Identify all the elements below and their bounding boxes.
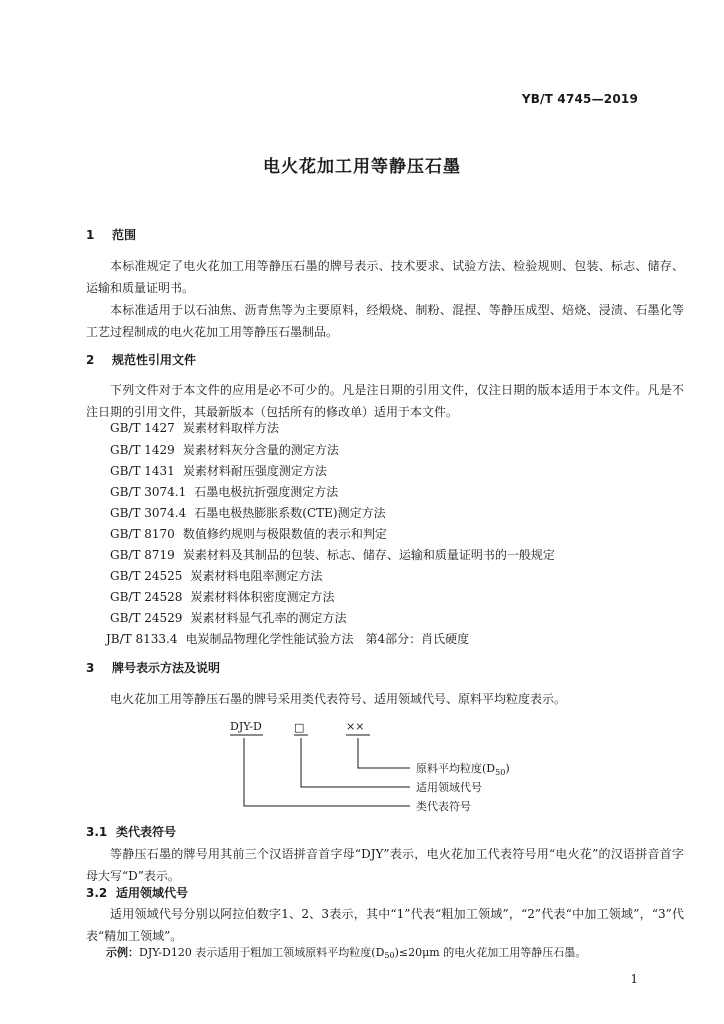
- section-3-number: 3: [86, 661, 95, 675]
- diagram-leader-grain: [358, 738, 410, 768]
- reference-title: 炭素材料灰分含量的测定方法: [182, 443, 339, 457]
- section-3-2-number: 3.2: [86, 886, 108, 900]
- reference-item: [110, 608, 346, 628]
- example-text-before: DJY-D120 表示适用于粗加工领域原料平均粒度(D: [139, 946, 385, 959]
- reference-item: [110, 503, 386, 523]
- example-text-after: )≤20μm 的电火花加工用等静压石墨。: [394, 946, 587, 959]
- section-3-2-text: 适用领域代号分别以阿拉伯数字1、2、3表示，其中“1”代表“粗加工领域”，“2”代表“中加工领域”，“3”代表“精加工领域”。: [86, 907, 684, 943]
- reference-title: 炭素材料电阻率测定方法: [190, 569, 323, 583]
- document-title: 电火花加工用等静压石墨: [263, 157, 461, 177]
- section-3-intro: 电火花加工用等静压石墨的牌号采用类代表符号、适用领域代号、原料平均粒度表示。: [110, 692, 567, 706]
- section-2-number: 2: [86, 353, 95, 367]
- reference-title: 石墨电极抗折强度测定方法: [194, 485, 339, 499]
- section-3-2-heading: [86, 884, 188, 901]
- section-1-number: 1: [86, 228, 95, 242]
- reference-item: [110, 587, 334, 607]
- reference-item: [110, 524, 387, 544]
- diagram-leader-field: [301, 738, 410, 787]
- section-3-2-title: 适用领域代号: [116, 886, 189, 900]
- reference-title: 炭素材料体积密度测定方法: [190, 590, 335, 604]
- section-3-title: 牌号表示方法及说明: [112, 661, 221, 675]
- section-2-intro: 下列文件对于本文件的应用是必不可少的。凡是注日期的引用文件，仅注日期的版本适用于本文件。凡是不注日期的引用文件，其最新版本（包括所有的修改单）适用于本文件。: [86, 383, 684, 419]
- section-1-paragraph-2: 本标准适用于以石油焦、沥青焦等为主要原料，经煅烧、制粉、混捏、等静压成型、焙烧、浸渍、石墨化等工艺过程制成的电火花加工用等静压石墨制品。: [86, 303, 684, 339]
- reference-title: 数值修约规则与极限数值的表示和判定: [182, 527, 387, 541]
- section-2-heading: [86, 351, 196, 368]
- section-1-title: 范围: [112, 228, 137, 242]
- section-3-1-heading: [86, 823, 176, 840]
- reference-title: 炭素材料及其制品的包装、标志、储存、运输和质量证明书的一般规定: [182, 548, 555, 562]
- reference-code: GB/T 1429: [110, 443, 175, 457]
- reference-code: GB/T 8170: [110, 527, 175, 541]
- reference-code: GB/T 1431: [110, 464, 175, 478]
- reference-code: JB/T 8133.4: [106, 632, 178, 646]
- section-1-paragraph-1: 本标准规定了电火花加工用等静压石墨的牌号表示、技术要求、试验方法、检验规则、包装、标志、储存、运输和质量证明书。: [86, 259, 684, 295]
- section-3-1-number: 3.1: [86, 825, 108, 839]
- section-1-heading: [86, 226, 136, 243]
- example-lead: 示例：: [106, 946, 139, 959]
- reference-item: [110, 461, 327, 481]
- reference-title: 炭素材料显气孔率的测定方法: [190, 611, 347, 625]
- reference-code: GB/T 24529: [110, 611, 183, 625]
- reference-title: 电炭制品物理化学性能试验方法 第4部分：肖氏硬度: [185, 632, 470, 646]
- reference-title: 炭素材料取样方法: [182, 421, 279, 435]
- section-3-1-title: 类代表符号: [116, 825, 177, 839]
- reference-item: [110, 545, 555, 565]
- example-subscript: 50: [384, 951, 395, 960]
- diagram-code-field: □: [294, 721, 305, 734]
- diagram-label-field: 适用领域代号: [416, 781, 482, 794]
- reference-item: [110, 440, 339, 460]
- diagram-leader-class: [244, 738, 410, 806]
- page-number: 1: [630, 972, 638, 986]
- diagram-code-grain: ××: [346, 720, 365, 733]
- section-3-heading: [86, 659, 220, 676]
- standard-code: YB/T 4745—2019: [521, 92, 638, 106]
- reference-title: 炭素材料耐压强度测定方法: [182, 464, 327, 478]
- reference-code: GB/T 3074.1: [110, 485, 187, 499]
- diagram-label-class: 类代表符号: [416, 800, 471, 813]
- example-note: [106, 944, 586, 960]
- section-3-1-text: 等静压石墨的牌号用其前三个汉语拼音首字母“DJY”表示，电火花加工代表符号用“电火花”的汉语拼音首字母大写“D”表示。: [86, 847, 684, 883]
- designation-diagram: [230, 718, 530, 818]
- section-2-title: 规范性引用文件: [112, 353, 197, 367]
- diagram-label-grain: 原料平均粒度$(D_{50})$: [416, 762, 510, 777]
- reference-code: GB/T 1427: [110, 421, 175, 435]
- reference-code: GB/T 24528: [110, 590, 183, 604]
- diagram-code-class: DJY-D: [230, 720, 262, 733]
- reference-code: GB/T 8719: [110, 548, 175, 562]
- reference-item: [110, 482, 338, 502]
- reference-code: GB/T 3074.4: [110, 506, 187, 520]
- reference-title: 石墨电极热膨胀系数(CTE)测定方法: [194, 506, 386, 520]
- reference-item: [106, 629, 469, 649]
- reference-item: [110, 418, 279, 438]
- reference-item: [110, 566, 322, 586]
- reference-code: GB/T 24525: [110, 569, 183, 583]
